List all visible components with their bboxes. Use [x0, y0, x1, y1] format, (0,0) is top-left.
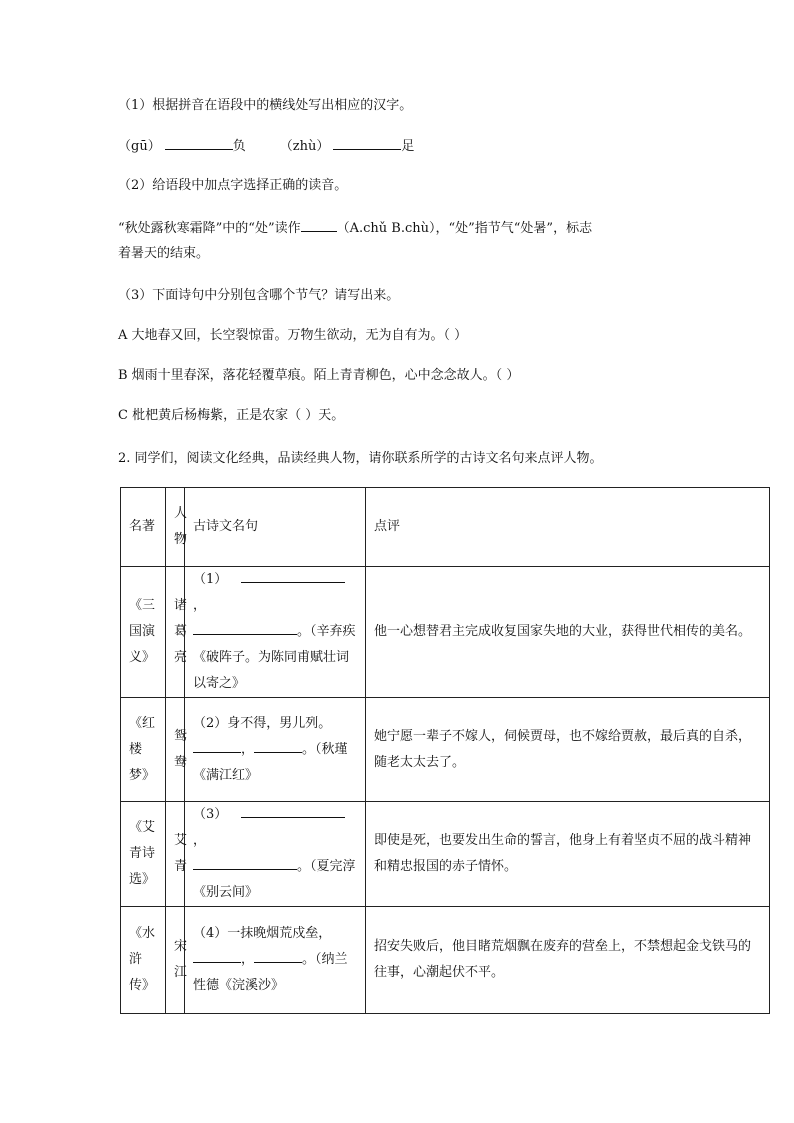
part3-instruction: （3）下面诗句中分别包含哪个节气？请写出来。 — [118, 288, 400, 303]
table-row — [121, 567, 770, 698]
classics-table — [120, 487, 770, 1014]
part2-instruction: （2）给语段中加点字选择正确的读音。 — [118, 178, 348, 193]
pinyin-gu: （gū） — [118, 139, 161, 154]
quote-blank[interactable] — [193, 620, 297, 635]
quote-blank[interactable] — [254, 948, 302, 963]
comment-cell: 招安失败后，他目睹荒烟飘在废弃的营垒上，不禁想起金戈铁马的往事，心潮起伏不平。 — [366, 907, 770, 1014]
header-person: 人物 — [166, 488, 185, 567]
question-2-instruction: 2. 同学们，阅读文化经典，品读经典人物，请你联系所学的古诗文名句来点评人物。 — [118, 451, 603, 466]
book-name: 《水浒传》 — [121, 907, 166, 1014]
book-name: 《艾青诗选》 — [121, 802, 166, 907]
person-name: 鸳鸯 — [166, 698, 185, 802]
header-comment: 点评 — [366, 488, 770, 567]
book-name: 《红楼梦》 — [121, 698, 166, 802]
person-name: 艾青 — [166, 802, 185, 907]
pinyin-zhu: （zhù） — [279, 139, 330, 154]
part2-sentence-a: “秋处露秋寒霜降”中的“处”读作 — [118, 221, 301, 236]
header-quote: 古诗文名句 — [185, 488, 366, 567]
quote-blank[interactable] — [193, 948, 241, 963]
quote-cell: （4）一抹晚烟荒戍垒， ， 。（纳兰性德《浣溪沙》 — [185, 907, 366, 1014]
table-row — [121, 698, 770, 802]
quote-blank[interactable] — [254, 738, 302, 753]
item-a: A 大地春又回，长空裂惊雷。万物生欲动，无为自有为。（ ） — [118, 328, 468, 343]
part1-instruction: （1）根据拼音在语段中的横线处写出相应的汉字。 — [118, 98, 413, 113]
book-name: 《三国演义》 — [121, 567, 166, 698]
part2-sentence-b: （A.chǔ B.chù），“处”指节气“处暑”，标志 — [336, 221, 593, 236]
item-b: B 烟雨十里春深，落花轻覆草痕。陌上青青柳色，心中念念故人。（ ） — [118, 368, 520, 383]
quote-blank[interactable] — [241, 568, 345, 583]
quote-blank[interactable] — [241, 803, 345, 818]
comment-cell: 他一心想替君主完成收复国家失地的大业，获得世代相传的美名。 — [366, 567, 770, 698]
char-fu: 负 — [232, 139, 246, 154]
quote-cell: （1）， 。（辛弃疾《破阵子。为陈同甫赋壮词以寄之》 — [185, 567, 366, 698]
comment-cell: 即使是死，也要发出生命的誓言，他身上有着坚贞不屈的战斗精神和精忠报国的赤子情怀。 — [366, 802, 770, 907]
part2-sentence-end: 着暑天的结束。 — [118, 246, 210, 261]
table-row — [121, 802, 770, 907]
answer-blank-gu[interactable] — [165, 136, 233, 150]
comment-cell: 她宁愿一辈子不嫁人，伺候贾母，也不嫁给贾赦，最后真的自杀，随老太太去了。 — [366, 698, 770, 802]
person-name: 宋江 — [166, 907, 185, 1014]
quote-blank[interactable] — [193, 855, 297, 870]
pinyin-line — [118, 136, 414, 157]
quote-cell: （3）， 。（夏完淳《别云间》 — [185, 802, 366, 907]
item-c: C 枇杷黄后杨梅紫，正是农家（ ）天。 — [118, 408, 345, 423]
quote-cell: （2）身不得，男儿列。 ， 。（秋瑾《满江红》 — [185, 698, 366, 802]
table-header-row — [121, 488, 770, 567]
part2-sentence — [118, 218, 592, 239]
answer-blank-zhu[interactable] — [333, 136, 401, 150]
person-name: 诸葛亮 — [166, 567, 185, 698]
table-row — [121, 907, 770, 1014]
quote-blank[interactable] — [193, 738, 241, 753]
header-book: 名著 — [121, 488, 166, 567]
pronunciation-blank[interactable] — [301, 218, 337, 232]
char-zu: 足 — [401, 139, 415, 154]
